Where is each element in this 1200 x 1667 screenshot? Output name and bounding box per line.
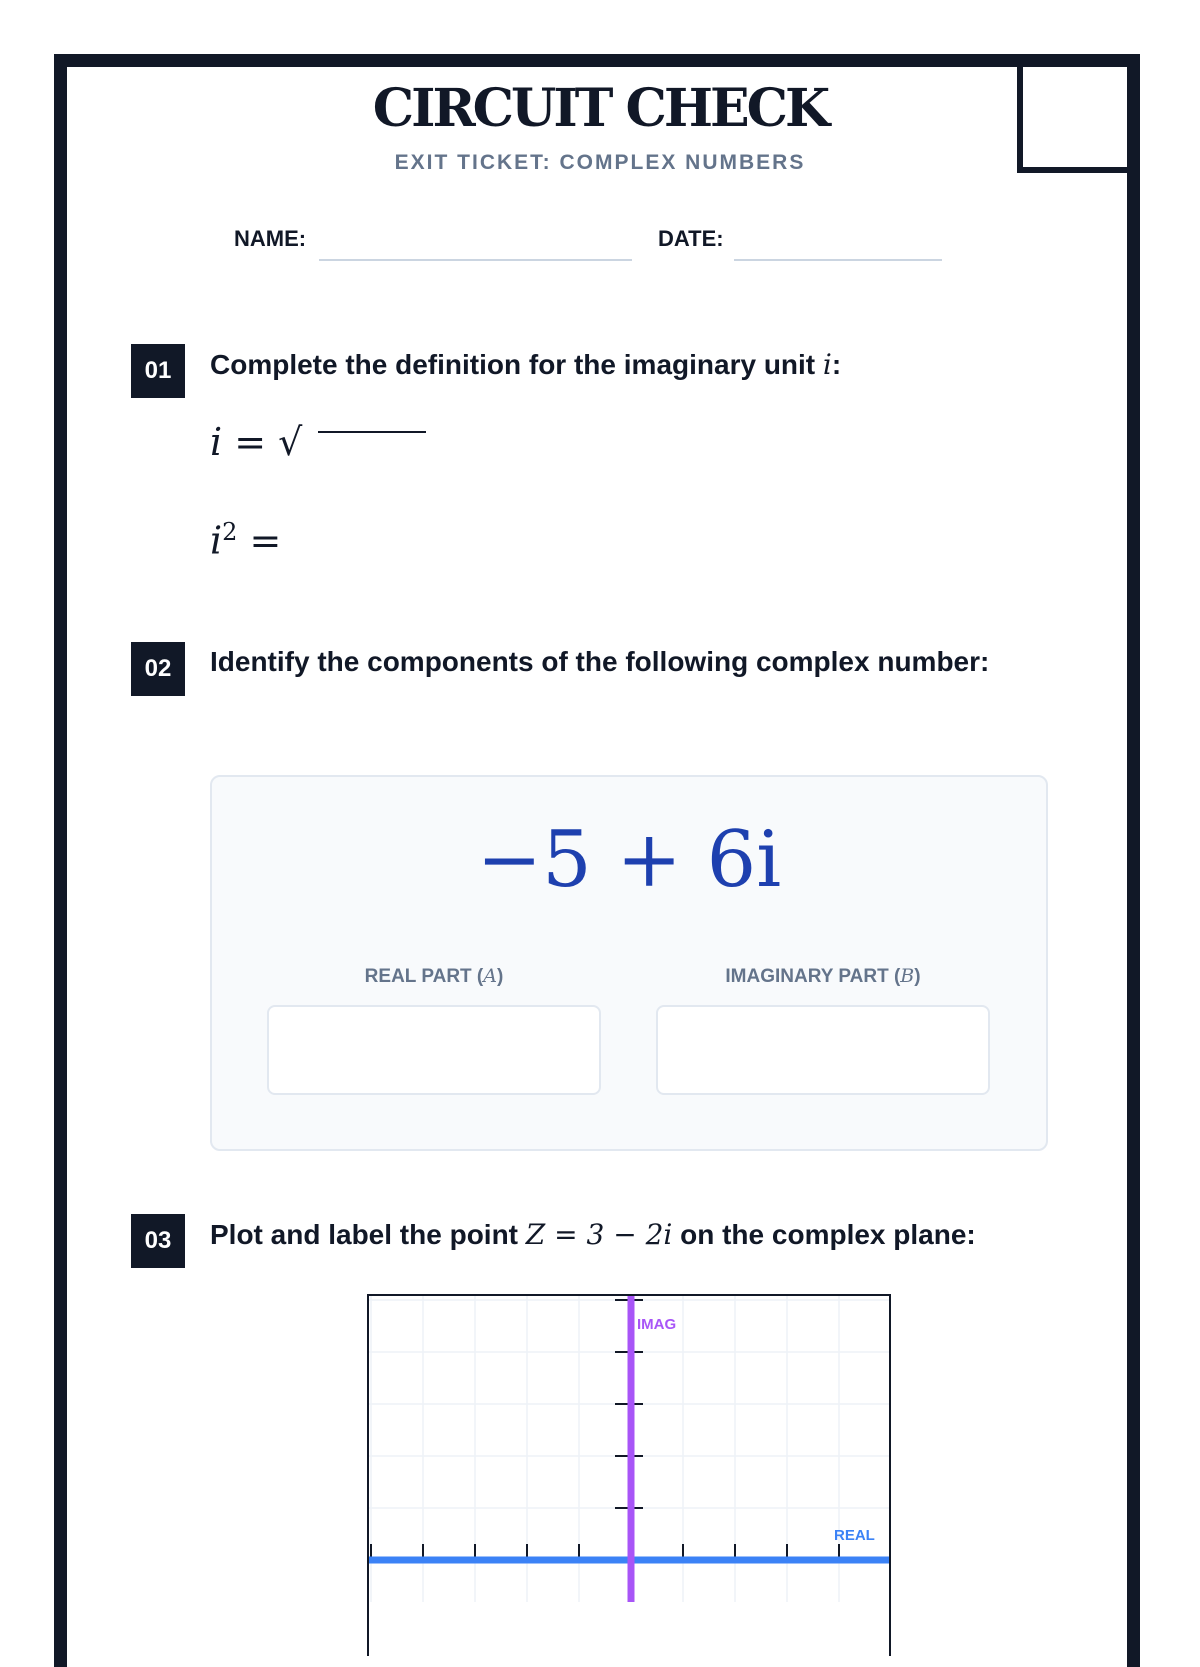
complex-plane[interactable] — [367, 1294, 891, 1656]
question-2-prompt: Identify the components of the following complex number: — [210, 646, 990, 677]
complex-plane-svg[interactable] — [369, 1296, 889, 1602]
real-part-input[interactable] — [267, 1005, 601, 1095]
question-1-prompt — [210, 348, 841, 381]
date-label: DATE: — [658, 226, 724, 251]
plane-ticks — [371, 1300, 839, 1560]
question-3-prompt-math: Z = 3 − 2i — [525, 1218, 673, 1251]
question-1-prompt-text: Complete the definition for the imaginary unit — [210, 349, 823, 380]
question-3-prompt-start: Plot and label the point — [210, 1219, 526, 1250]
question-1-prompt-end: : — [831, 349, 842, 380]
i-squared-lhs: i — [210, 518, 223, 563]
i-squared-equals: = — [237, 518, 282, 563]
imaginary-part-input[interactable] — [656, 1005, 990, 1095]
imaginary-part-label — [656, 965, 990, 988]
real-axis-label: REAL — [834, 1527, 875, 1544]
real-part-var: A — [483, 965, 497, 987]
imag-axis-label: IMAG — [637, 1316, 677, 1333]
sqrt-answer-line[interactable] — [318, 431, 426, 433]
real-part-close: ) — [496, 966, 504, 987]
question-number-3: 03 — [131, 1214, 185, 1268]
question-1-prompt-math: i — [822, 348, 832, 381]
name-label: NAME: — [234, 226, 307, 251]
complex-number-display: −5 + 6i — [476, 815, 782, 905]
date-field[interactable] — [734, 259, 942, 261]
i-squared-equation — [210, 518, 281, 563]
i-squared-exponent: 2 — [222, 518, 238, 546]
imaginary-unit-definition — [210, 420, 302, 464]
definition-sqrt: = √ — [222, 420, 303, 464]
name-field[interactable] — [319, 259, 632, 261]
complex-number-panel — [210, 775, 1048, 1151]
imaginary-part-var: B — [900, 965, 915, 987]
worksheet-title: CIRCUIT CHECK — [372, 78, 828, 139]
question-number-2: 02 — [131, 642, 185, 696]
worksheet-subtitle: EXIT TICKET: COMPLEX NUMBERS — [394, 151, 806, 174]
question-3-prompt — [210, 1218, 976, 1251]
definition-lhs: i — [210, 420, 223, 464]
question-3-prompt-end: on the complex plane: — [672, 1219, 976, 1250]
real-part-label — [267, 965, 601, 988]
question-number-1: 01 — [131, 344, 185, 398]
real-part-label-text: REAL PART ( — [364, 966, 484, 987]
imaginary-part-label-text: IMAGINARY PART ( — [725, 966, 901, 987]
imaginary-part-close: ) — [914, 966, 921, 987]
